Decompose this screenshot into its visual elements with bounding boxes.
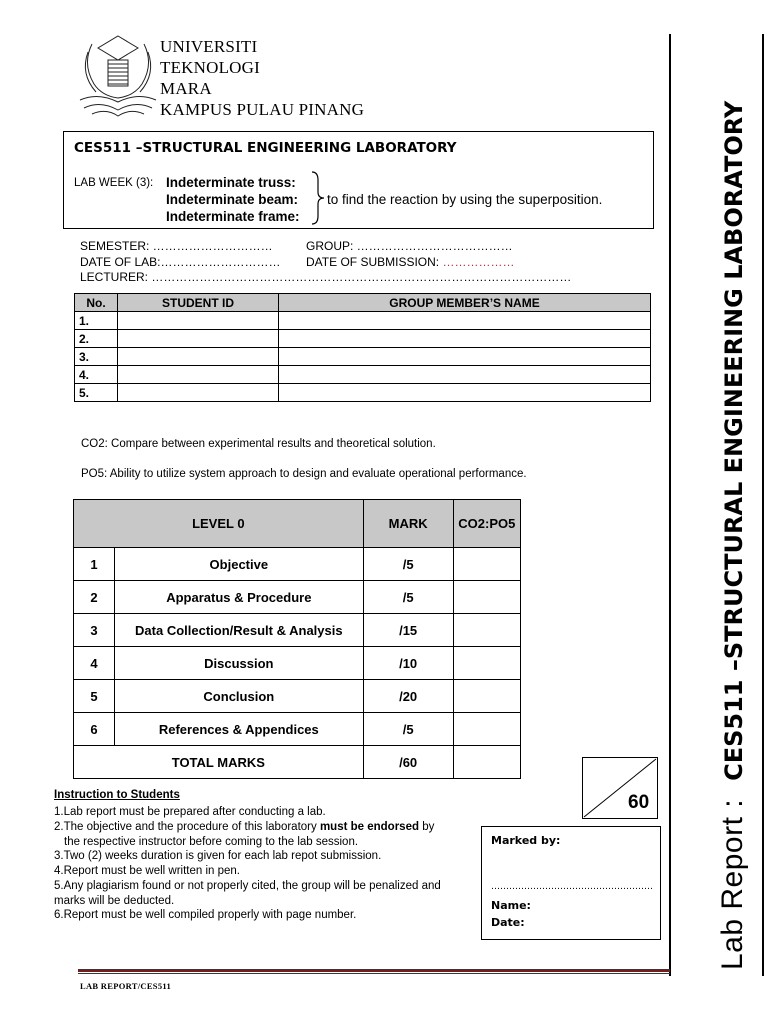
curly-brace <box>310 170 326 226</box>
university-line-4: KAMPUS PULAU PINANG <box>160 100 365 119</box>
uitm-logo <box>78 34 158 122</box>
university-line-3: MARA <box>160 79 212 98</box>
score-cell[interactable] <box>453 614 520 647</box>
header-co2-po5: CO2:PO5 <box>453 500 520 548</box>
table-row <box>74 548 521 581</box>
item-mark: /5 <box>363 548 453 581</box>
date-of-submission-field <box>306 255 514 269</box>
side-divider-left <box>669 34 671 976</box>
score-cell[interactable] <box>453 713 520 746</box>
footer-rule <box>78 969 670 972</box>
marked-by-label: Marked by: <box>491 834 561 847</box>
university-line-1: UNIVERSITI <box>160 37 258 56</box>
score-cell[interactable] <box>453 680 520 713</box>
item-label: References & Appendices <box>115 713 364 746</box>
instruction-2-bold: must be endorsed <box>319 821 419 833</box>
topic-truss: Indeterminate truss: <box>166 175 296 190</box>
total-row <box>74 746 521 779</box>
item-label: Discussion <box>115 647 364 680</box>
marks-table <box>73 499 521 779</box>
topic-frame: Indeterminate frame: <box>166 209 300 224</box>
item-mark: /15 <box>363 614 453 647</box>
signature-line[interactable]: ……………………………………………… <box>491 882 653 892</box>
marks-header-row <box>74 500 521 548</box>
name-label: Name: <box>491 899 531 912</box>
instruction-4: 4.Report must be well written in pen. <box>54 865 241 877</box>
po5-statement: PO5: Ability to utilize system approach to design and evaluate operational performance. <box>81 468 527 480</box>
table-row <box>75 366 651 384</box>
instruction-5: 5.Any plagiarism found or not properly cited, the group will be penalized and <box>54 880 441 892</box>
student-id-cell[interactable] <box>118 384 279 402</box>
university-line-2: TEKNOLOGI <box>160 58 260 77</box>
topic-beam: Indeterminate beam: <box>166 192 299 207</box>
instruction-2-text: 2.The objective and the procedure of this laboratory <box>54 821 320 833</box>
total-score-cell[interactable] <box>453 746 520 779</box>
item-label: Conclusion <box>115 680 364 713</box>
header-student-id: STUDENT ID <box>118 294 279 312</box>
row-number: 2. <box>75 330 118 348</box>
score-cell[interactable] <box>453 647 520 680</box>
header-mark: MARK <box>363 500 453 548</box>
vertical-course-title: CES511 –STRUCTURAL ENGINEERING LABORATORY <box>720 100 748 781</box>
date-label: Date: <box>491 916 525 929</box>
student-id-cell[interactable] <box>118 330 279 348</box>
vertical-lab-report: Lab Report : <box>716 798 749 970</box>
instruction-6: 6.Report must be well compiled properly with page number. <box>54 909 357 921</box>
table-row <box>74 713 521 746</box>
instructions-title: Instruction to Students <box>54 789 180 801</box>
item-label: Apparatus & Procedure <box>115 581 364 614</box>
item-mark: /5 <box>363 581 453 614</box>
score-cell[interactable] <box>453 581 520 614</box>
item-label: Objective <box>115 548 364 581</box>
item-mark: /20 <box>363 680 453 713</box>
total-mark: /60 <box>363 746 453 779</box>
footer-text: LAB REPORT/CES511 <box>80 981 172 991</box>
member-name-cell[interactable] <box>279 384 651 402</box>
header-member-name: GROUP MEMBER’S NAME <box>279 294 651 312</box>
header-no: No. <box>75 294 118 312</box>
lab-objective: to find the reaction by using the superposition. <box>327 192 603 207</box>
vertical-title <box>716 101 750 970</box>
student-id-cell[interactable] <box>118 312 279 330</box>
instruction-1: 1.Lab report must be prepared after conducting a lab. <box>54 806 326 818</box>
course-title: CES511 –STRUCTURAL ENGINEERING LABORATORY <box>74 140 457 156</box>
item-number: 4 <box>74 647 115 680</box>
item-number: 1 <box>74 548 115 581</box>
semester-field: SEMESTER: ………………………… <box>80 239 273 253</box>
instruction-2-continued: the respective instructor before coming to the lab session. <box>64 836 359 848</box>
table-row <box>74 581 521 614</box>
instruction-2-end: by <box>419 821 435 833</box>
total-label: TOTAL MARKS <box>74 746 364 779</box>
item-label: Data Collection/Result & Analysis <box>115 614 364 647</box>
footer-rule-thin <box>78 973 670 974</box>
member-name-cell[interactable] <box>279 330 651 348</box>
table-row <box>74 647 521 680</box>
member-name-cell[interactable] <box>279 366 651 384</box>
members-header-row <box>75 294 651 312</box>
instruction-5-continued: marks will be deducted. <box>54 895 175 907</box>
date-of-submission-label: DATE OF SUBMISSION: <box>306 255 443 269</box>
table-row <box>74 614 521 647</box>
group-members-table <box>74 293 651 402</box>
table-row <box>75 384 651 402</box>
group-field: GROUP: ………………………………… <box>306 239 513 253</box>
row-number: 5. <box>75 384 118 402</box>
item-number: 2 <box>74 581 115 614</box>
university-name <box>160 36 364 120</box>
date-of-lab-field: DATE OF LAB:………………………… <box>80 255 281 269</box>
side-divider-right <box>762 34 764 976</box>
date-of-submission-dots: ……………… <box>442 255 515 269</box>
header-level: LEVEL 0 <box>74 500 364 548</box>
instruction-3: 3.Two (2) weeks duration is given for each lab repot submission. <box>54 850 382 862</box>
instruction-2 <box>54 821 434 833</box>
item-number: 6 <box>74 713 115 746</box>
student-id-cell[interactable] <box>118 366 279 384</box>
student-id-cell[interactable] <box>118 348 279 366</box>
item-number: 5 <box>74 680 115 713</box>
total-score-value: 60 <box>628 792 650 813</box>
lab-week-label: LAB WEEK (3): <box>74 177 154 189</box>
table-row <box>74 680 521 713</box>
score-cell[interactable] <box>453 548 520 581</box>
row-number: 3. <box>75 348 118 366</box>
member-name-cell[interactable] <box>279 312 651 330</box>
member-name-cell[interactable] <box>279 348 651 366</box>
item-mark: /10 <box>363 647 453 680</box>
item-mark: /5 <box>363 713 453 746</box>
item-number: 3 <box>74 614 115 647</box>
table-row <box>75 348 651 366</box>
table-row <box>75 330 651 348</box>
lecturer-field: LECTURER: …………………………………………………………………………………………… <box>80 270 572 284</box>
co2-statement: CO2: Compare between experimental results and theoretical solution. <box>81 438 436 450</box>
row-number: 1. <box>75 312 118 330</box>
table-row <box>75 312 651 330</box>
row-number: 4. <box>75 366 118 384</box>
